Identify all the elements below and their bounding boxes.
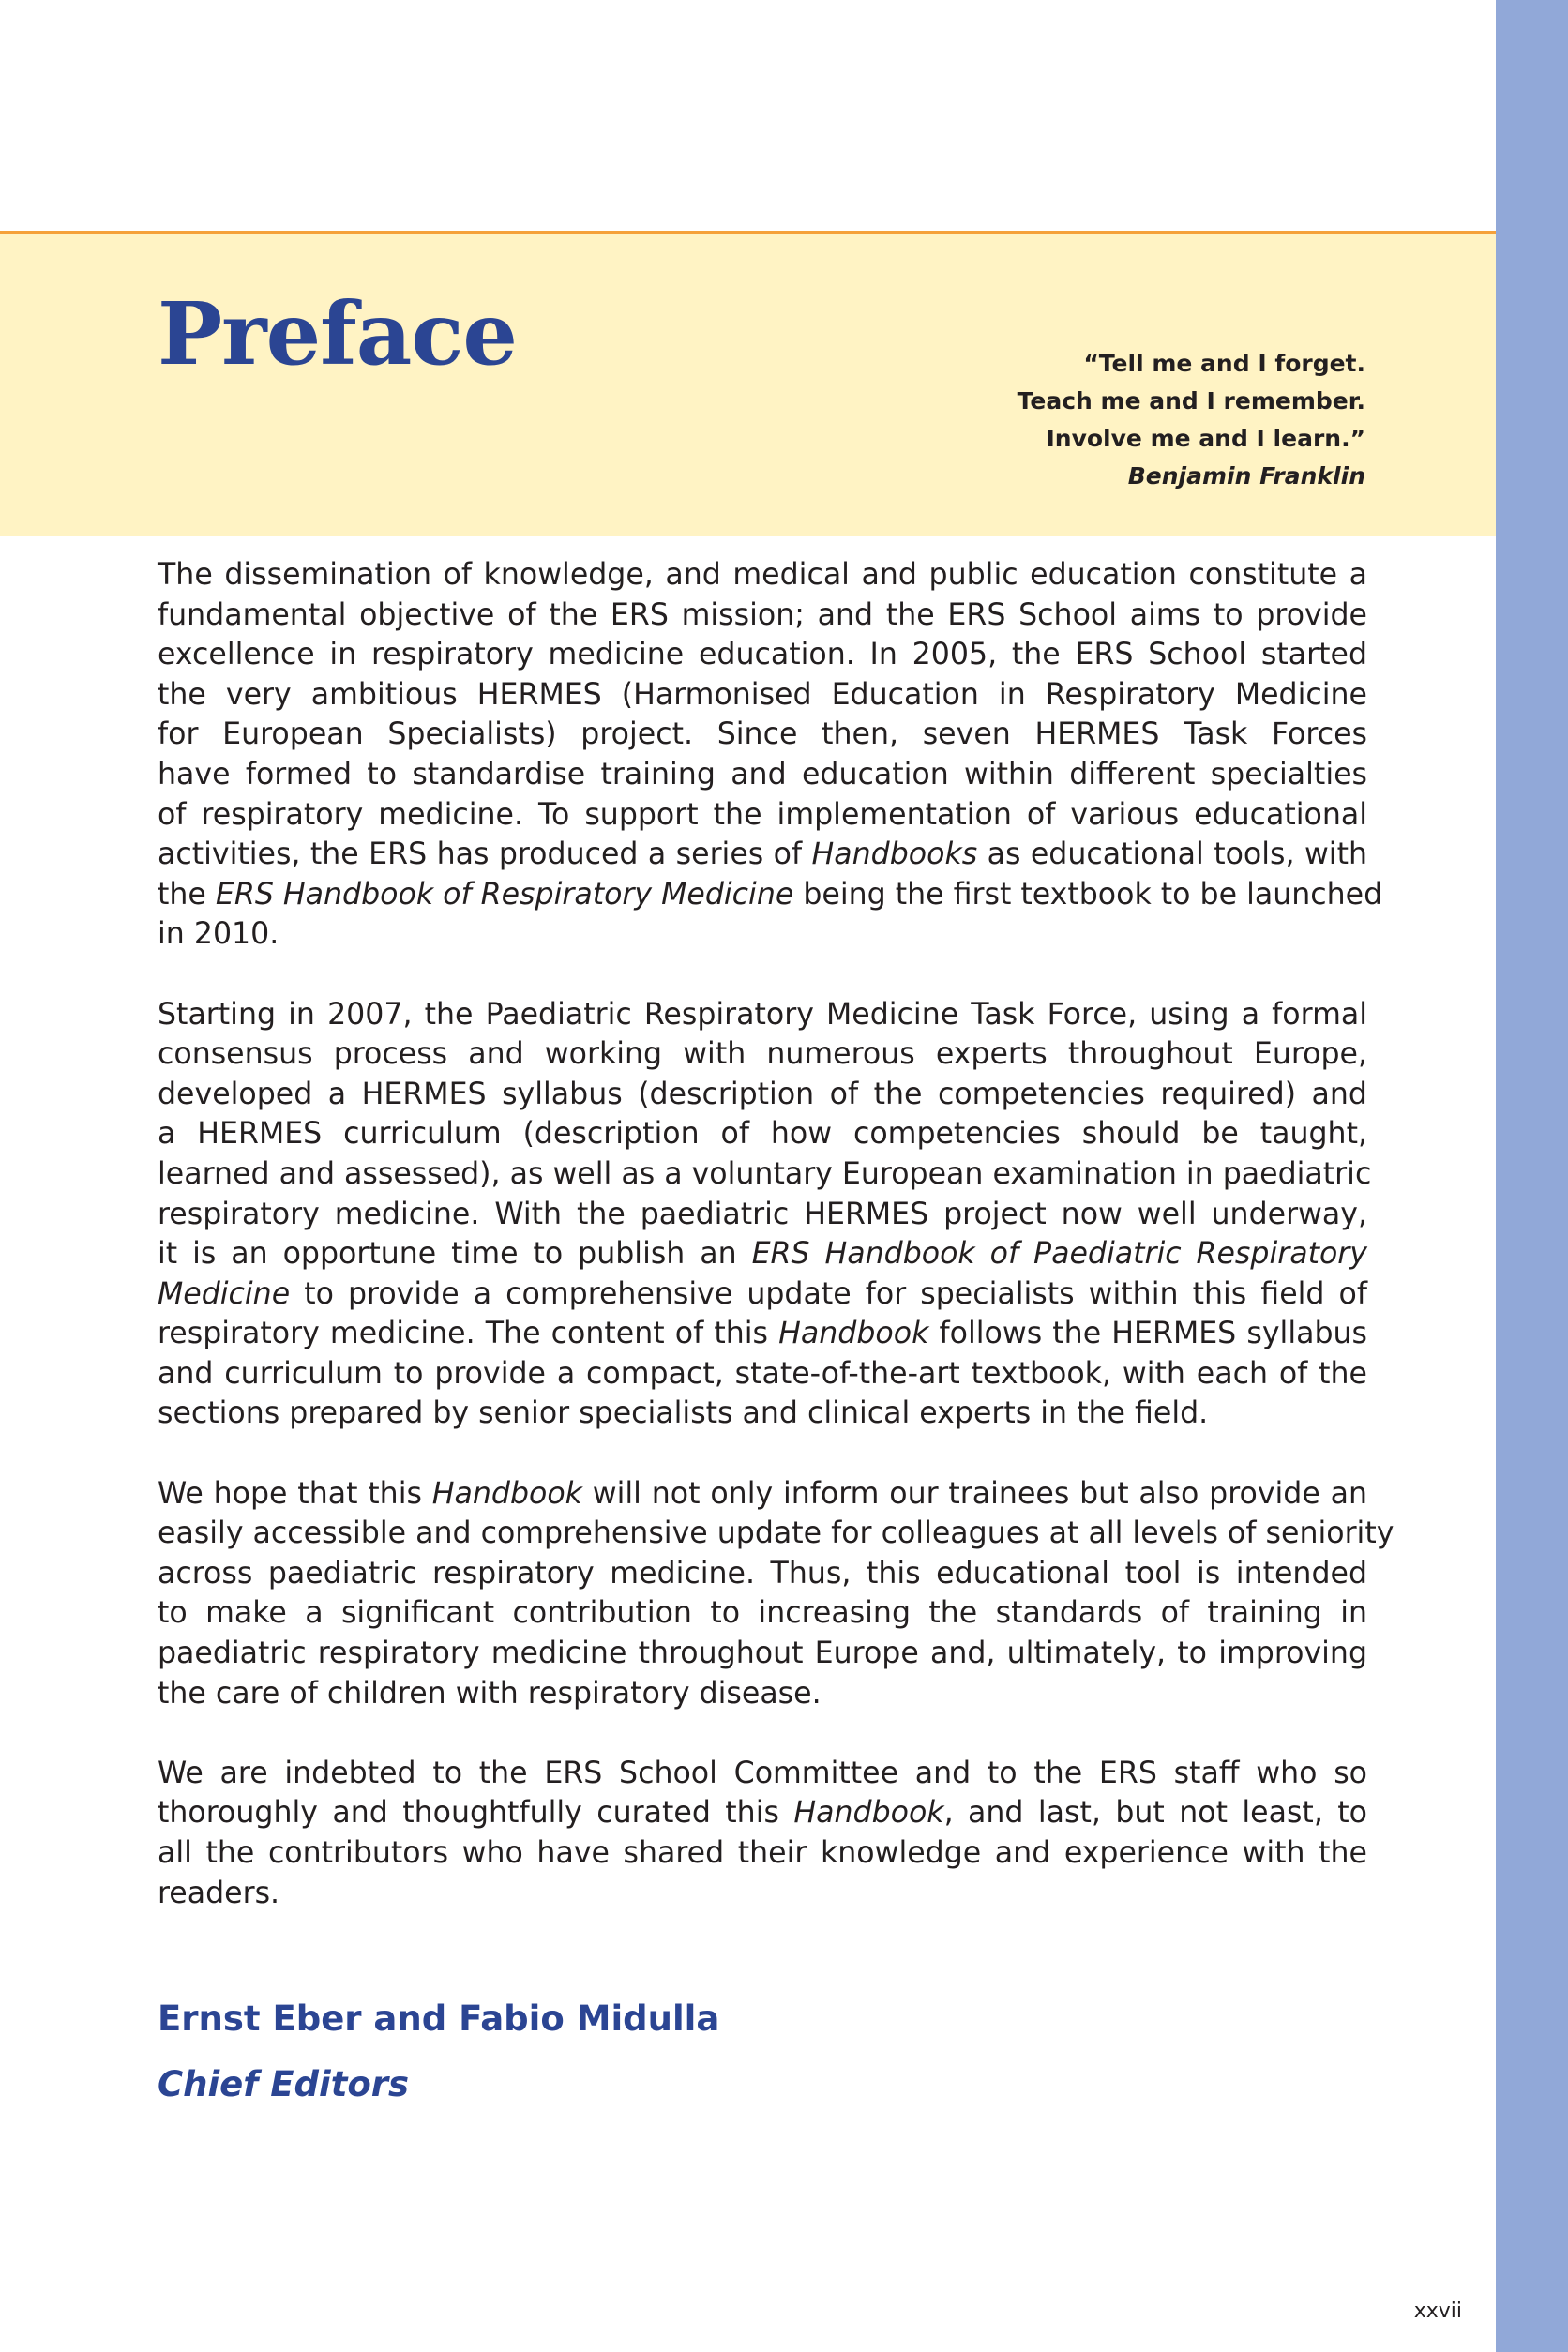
paragraph-4: [158, 1754, 1367, 1913]
text-line: respiratory medicine. With the paediatric HERMES project now well underway,: [158, 1197, 1367, 1231]
italic-title: Handbook: [793, 1796, 944, 1831]
quote-line-1: “Tell me and I forget.: [1083, 350, 1365, 377]
text-line: [158, 1793, 1367, 1833]
text-run: follows the HERMES syllabus: [928, 1317, 1367, 1351]
text-line: of respiratory medicine. To support the implementation of various educational: [158, 797, 1367, 832]
text-line: The dissemination of knowledge, and medical and public education constitute a: [158, 558, 1367, 592]
page-number: xxvii: [1413, 2299, 1462, 2323]
text-line: developed a HERMES syllabus (description of the competencies required) and: [158, 1077, 1367, 1111]
text-line: learned and assessed), as well as a voluntary European examination in paediatric: [158, 1156, 1372, 1191]
quote-line-2: Teach me and I remember.: [1017, 387, 1365, 415]
italic-title: ERS Handbook of Paediatric Respiratory: [751, 1237, 1367, 1272]
text-line: sections prepared by senior specialists and clinical experts in the field.: [158, 1396, 1209, 1431]
side-color-bar: [1496, 0, 1568, 2352]
italic-title: Medicine: [158, 1276, 291, 1311]
text-line: have formed to standardise training and education within different specialties: [158, 757, 1367, 792]
text-run: will not only inform our trainees but also provide an: [581, 1476, 1367, 1511]
text-run: the: [158, 877, 216, 912]
text-line: across paediatric respiratory medicine. Thus, this educational tool is intended: [158, 1556, 1367, 1591]
text-line: consensus process and working with numerous experts throughout Europe,: [158, 1037, 1367, 1072]
header-rule: [0, 231, 1496, 234]
text-run: respiratory medicine. The content of this: [158, 1317, 779, 1351]
paragraph-1: [158, 555, 1383, 955]
text-line: Starting in 2007, the Paediatric Respiratory Medicine Task Force, using a formal: [158, 997, 1367, 1032]
text-run: to provide a comprehensive update for specialists within this field of: [290, 1276, 1367, 1311]
text-line: [158, 1314, 1367, 1354]
text-line: and curriculum to provide a compact, state-of-the-art textbook, with each of the: [158, 1356, 1367, 1391]
italic-title: Handbook: [431, 1476, 582, 1511]
text-line: a HERMES curriculum (description of how competencies should be taught,: [158, 1117, 1367, 1152]
epigraph-quote: [1018, 345, 1365, 495]
text-line: easily accessible and comprehensive update for colleagues at all levels of seniority: [158, 1516, 1395, 1551]
text-line: readers.: [158, 1876, 280, 1910]
text-line: We are indebted to the ERS School Committee and to the ERS staff who so: [158, 1756, 1367, 1790]
text-run: as educational tools, with: [977, 837, 1367, 872]
text-line: in 2010.: [158, 917, 279, 952]
text-line: excellence in respiratory medicine education. In 2005, the ERS School started: [158, 638, 1367, 672]
italic-title: Handbooks: [811, 837, 978, 872]
text-line: fundamental objective of the ERS mission; and the ERS School aims to provide: [158, 597, 1367, 632]
editor-names: Ernst Eber and Fabio Midulla: [158, 1998, 720, 2039]
text-line: paediatric respiratory medicine throughout Europe and, ultimately, to improving: [158, 1636, 1367, 1671]
paragraph-2: [158, 995, 1372, 1435]
text-line: [158, 1274, 1367, 1315]
preface-body: [158, 555, 1395, 1953]
text-line: [158, 1234, 1367, 1274]
text-run: , and last, but not least, to: [943, 1796, 1367, 1831]
page-title: Preface: [158, 283, 517, 384]
text-run: it is an opportune time to publish an: [158, 1237, 752, 1272]
text-run: activities, the ERS has produced a series of: [158, 837, 812, 872]
italic-title: ERS Handbook of Respiratory Medicine: [215, 877, 794, 912]
editor-role: Chief Editors: [158, 2064, 410, 2104]
text-line: all the contributors who have shared their knowledge and experience with the: [158, 1836, 1367, 1870]
text-line: the very ambitious HERMES (Harmonised Education in Respiratory Medicine: [158, 677, 1367, 712]
text-line: to make a significant contribution to increasing the standards of training in: [158, 1596, 1367, 1631]
text-line: the care of children with respiratory disease.: [158, 1676, 822, 1711]
text-line: [158, 1474, 1367, 1515]
text-run: thoroughly and thoughtfully curated this: [158, 1796, 794, 1831]
quote-line-3: Involve me and I learn.”: [1046, 425, 1365, 452]
text-run: We hope that this: [158, 1476, 432, 1511]
signature-block: [158, 1986, 719, 2118]
text-run: being the first textbook to be launched: [793, 877, 1383, 912]
italic-title: Handbook: [778, 1317, 929, 1351]
text-line: [158, 875, 1383, 915]
text-line: [158, 835, 1367, 875]
text-line: for European Specialists) project. Since then, seven HERMES Task Forces: [158, 717, 1367, 752]
quote-author: Benjamin Franklin: [1127, 462, 1365, 490]
paragraph-3: [158, 1474, 1395, 1714]
